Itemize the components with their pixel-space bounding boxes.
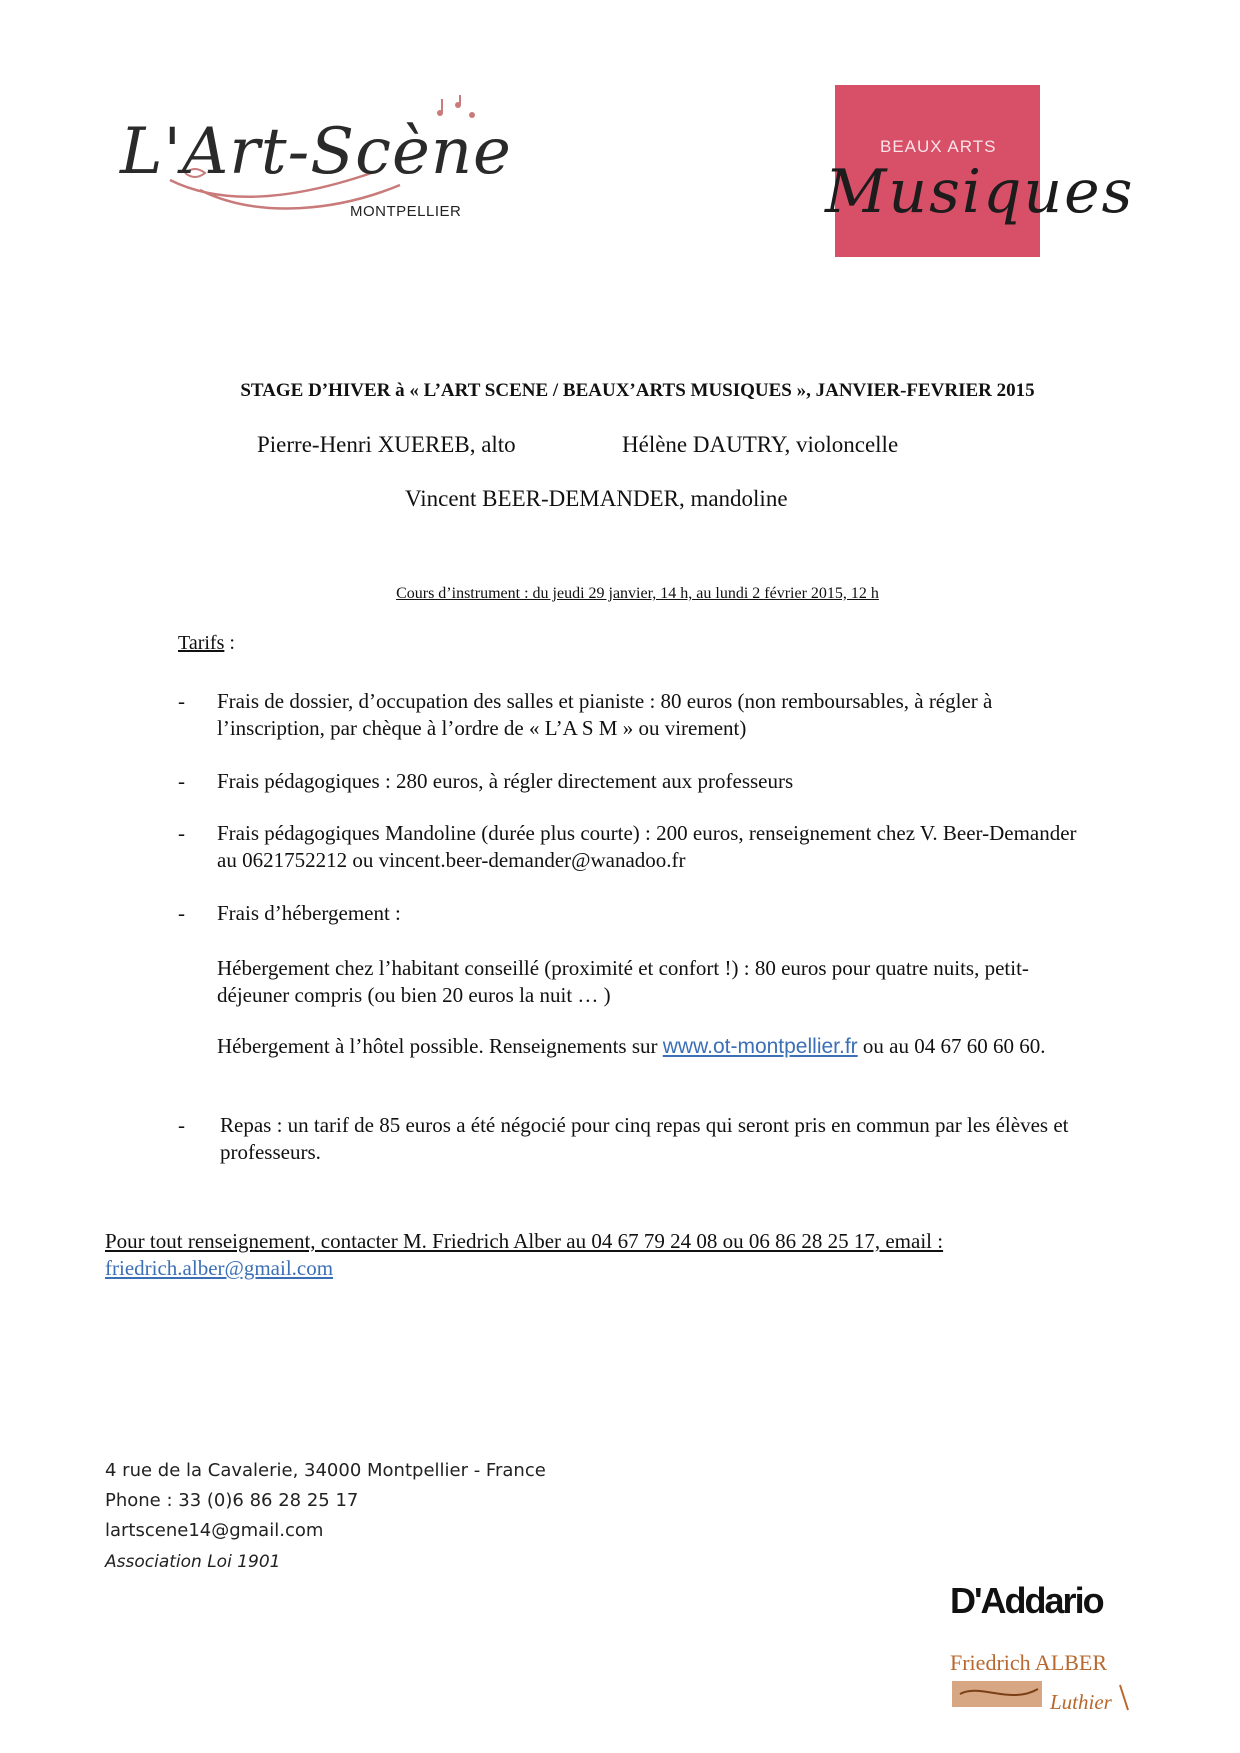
contact-email-link[interactable]: friedrich.alber@gmail.com: [105, 1256, 334, 1280]
footer-address: 4 rue de la Cavalerie, 34000 Montpellier - France: [105, 1460, 546, 1481]
list-bullet: -: [178, 901, 185, 925]
hotel-text-post: ou au 04 67 60 60 60.: [857, 1034, 1046, 1058]
tarifs-colon: :: [224, 632, 235, 654]
list-bullet: -: [178, 821, 185, 845]
footer-phone: Phone : 33 (0)6 86 28 25 17: [105, 1490, 359, 1511]
list-item: Frais d’hébergement :: [217, 901, 401, 925]
contact-block: [105, 1228, 1045, 1282]
tarifs-heading: [178, 632, 235, 655]
course-dates-text: Cours d’instrument : du jeudi 29 janvier, 14 h, au lundi 2 février 2015, 12 h: [396, 585, 879, 602]
list-item: Frais pédagogiques Mandoline (durée plus courte) : 200 euros, renseignement chez V. Beer-Demander au 0621752212 ou vincent.beer-demander@wanadoo.fr: [217, 821, 1077, 872]
list-bullet: -: [178, 1113, 185, 1137]
teacher-2: Hélène DAUTRY, violoncelle: [622, 432, 899, 457]
teacher-1: Pierre-Henri XUEREB, alto: [257, 432, 516, 457]
daddario-logo: D'Addario: [950, 1580, 1103, 1621]
artscene-logo: [110, 95, 512, 235]
tourism-link[interactable]: www.ot-montpellier.fr: [662, 1035, 858, 1058]
tarifs-label: Tarifs: [178, 632, 225, 654]
alber-logo-sub: Luthier: [1050, 1690, 1112, 1714]
artscene-city: MONTPELLIER: [350, 203, 462, 220]
alber-logo: [950, 1650, 1135, 1725]
contact-text: Pour tout renseignement, contacter M. Friedrich Alber au 04 67 79 24 08 ou 06 86 28 25 17, email :: [105, 1229, 944, 1253]
beauxarts-logo: [825, 85, 1135, 257]
footer-association: Association Loi 1901: [105, 1552, 281, 1572]
list-subitem: Hébergement chez l’habitant conseillé (proximité et confort !) : 80 euros pour quatre nuits, petit-déjeuner compris (ou bien 20 euros la nuit … ): [217, 956, 1029, 1007]
list-bullet: -: [178, 689, 185, 713]
teacher-3: Vincent BEER-DEMANDER, mandoline: [405, 486, 788, 511]
page-title: STAGE D’HIVER à « L’ART SCENE / BEAUX’ARTS MUSIQUES », JANVIER-FEVRIER 2015: [240, 380, 1035, 401]
alber-logo-name: Friedrich ALBER: [950, 1650, 1108, 1675]
list-subitem: [217, 1033, 1097, 1060]
beauxarts-logo-big: Musiques: [825, 157, 1135, 227]
artscene-logo-text: L'Art-Scène: [120, 115, 512, 189]
beauxarts-logo-small: BEAUX ARTS: [880, 137, 997, 156]
list-item: Frais pédagogiques : 280 euros, à régler directement aux professeurs: [217, 769, 794, 793]
list-item: Repas : un tarif de 85 euros a été négocié pour cinq repas qui seront pris en commun par les élèves et professeurs.: [220, 1113, 1069, 1164]
list-bullet: -: [178, 769, 185, 793]
list-item: Frais de dossier, d’occupation des salles et pianiste : 80 euros (non remboursables, à régler à l’inscription, par chèque à l’ordre de « L’A S M » ou virement): [217, 689, 993, 740]
footer-email: lartscene14@gmail.com: [105, 1520, 324, 1541]
hotel-text-pre: Hébergement à l’hôtel possible. Renseignements sur: [217, 1034, 663, 1058]
course-dates: [0, 585, 1240, 603]
